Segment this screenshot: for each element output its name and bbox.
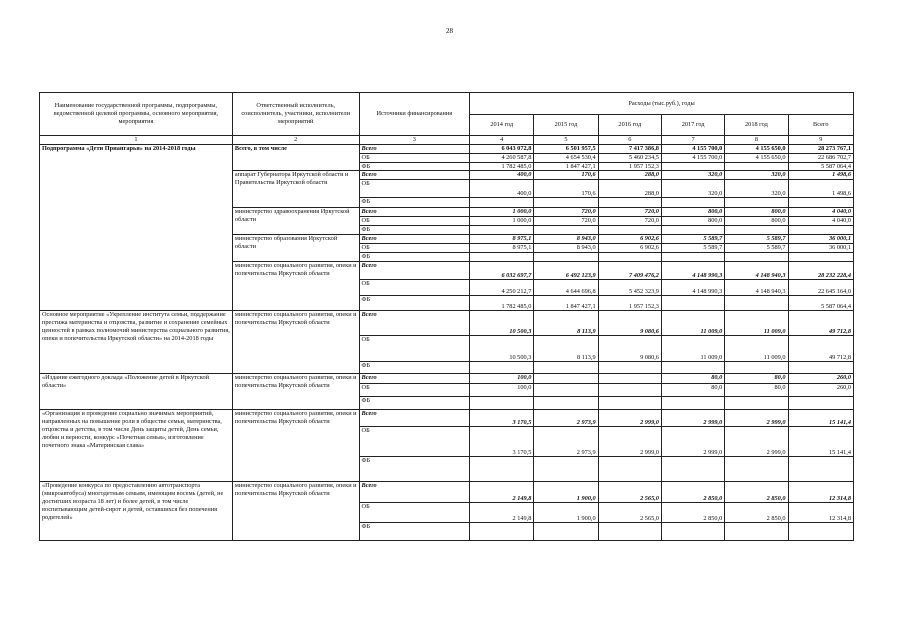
table-row: [40, 144, 854, 153]
amount-cell: 5 587 064,4: [788, 296, 853, 311]
column-number: 2: [232, 136, 359, 145]
program-name: «Издание ежегодного доклада «Положение детей в Иркутской области»: [40, 374, 233, 410]
amount-cell: 28 232 228,4: [788, 262, 853, 280]
amount-cell: [788, 226, 853, 235]
amount-cell: 6 043 072,8: [470, 144, 534, 153]
amount-cell: [470, 523, 534, 541]
amount-cell: 11 009,0: [725, 336, 788, 362]
amount-cell: 2 565,0: [598, 503, 661, 523]
amount-cell: [788, 198, 853, 208]
amount-cell: [598, 384, 661, 397]
amount-cell: 5 589,7: [725, 235, 788, 244]
funding-source: Всего: [359, 144, 470, 153]
amount-cell: [534, 384, 598, 397]
amount-cell: [725, 296, 788, 311]
amount-cell: 320,0: [725, 171, 788, 180]
amount-cell: 2 999,0: [661, 427, 724, 457]
amount-cell: [661, 397, 724, 410]
amount-cell: [725, 198, 788, 208]
funding-source: ФБ: [359, 397, 470, 410]
header-program: Наименование государственной программы, подпрограммы, ведомственной целевой программы, основного мероприятия, мероприятия: [40, 93, 233, 136]
amount-cell: 288,0: [598, 171, 661, 180]
amount-cell: 36 000,1: [788, 244, 853, 253]
amount-cell: 49 712,8: [788, 311, 853, 336]
amount-cell: 4 155 700,0: [661, 153, 724, 162]
amount-cell: [534, 253, 598, 262]
amount-cell: 2 999,0: [598, 410, 661, 427]
funding-source: ОБ: [359, 503, 470, 523]
funding-source: ФБ: [359, 523, 470, 541]
column-number: 8: [725, 136, 788, 145]
funding-source: ОБ: [359, 427, 470, 457]
amount-cell: 2 565,0: [598, 482, 661, 503]
amount-cell: [788, 253, 853, 262]
column-number: 3: [359, 136, 470, 145]
amount-cell: [661, 162, 724, 171]
table-row: [40, 311, 854, 336]
funding-source: ФБ: [359, 253, 470, 262]
amount-cell: [725, 397, 788, 410]
amount-cell: 1 000,0: [470, 217, 534, 226]
amount-cell: 11 009,0: [725, 311, 788, 336]
amount-cell: 2 973,9: [534, 410, 598, 427]
amount-cell: 320,0: [725, 180, 788, 198]
amount-cell: 4 148 940,3: [725, 280, 788, 296]
column-number: 7: [661, 136, 724, 145]
amount-cell: 1 000,0: [470, 208, 534, 217]
header-year: 2016 год: [598, 115, 661, 136]
header-year: 2014 год: [470, 115, 534, 136]
amount-cell: 1 847 427,1: [534, 162, 598, 171]
amount-cell: 1 847 427,1: [534, 296, 598, 311]
amount-cell: 2 149,8: [470, 503, 534, 523]
amount-cell: 10 500,3: [470, 336, 534, 362]
amount-cell: 2 850,0: [725, 482, 788, 503]
amount-cell: 11 009,0: [661, 311, 724, 336]
amount-cell: 2 149,8: [470, 482, 534, 503]
page-number: 28: [446, 27, 453, 35]
amount-cell: 1 782 485,0: [470, 296, 534, 311]
amount-cell: [470, 226, 534, 235]
amount-cell: 4 148 940,3: [725, 262, 788, 280]
amount-cell: 2 999,0: [598, 427, 661, 457]
amount-cell: 6 902,6: [598, 235, 661, 244]
amount-cell: [598, 374, 661, 384]
amount-cell: 800,0: [661, 208, 724, 217]
amount-cell: 6 492 123,9: [534, 262, 598, 280]
funding-source: ФБ: [359, 296, 470, 311]
amount-cell: 22 686 702,7: [788, 153, 853, 162]
column-number: 4: [470, 136, 534, 145]
amount-cell: [598, 397, 661, 410]
amount-cell: [725, 362, 788, 374]
amount-cell: 15 141,4: [788, 410, 853, 427]
amount-cell: 720,0: [534, 217, 598, 226]
amount-cell: 36 000,1: [788, 235, 853, 244]
funding-source: ФБ: [359, 362, 470, 374]
amount-cell: 1 498,6: [788, 180, 853, 198]
amount-cell: 4 260 587,8: [470, 153, 534, 162]
amount-cell: 1 900,0: [534, 503, 598, 523]
funding-source: Всего: [359, 410, 470, 427]
amount-cell: [534, 362, 598, 374]
amount-cell: [598, 198, 661, 208]
amount-cell: 6 902,6: [598, 244, 661, 253]
amount-cell: 6 032 697,7: [470, 262, 534, 280]
amount-cell: 10 500,3: [470, 311, 534, 336]
amount-cell: [725, 523, 788, 541]
amount-cell: 80,0: [661, 384, 724, 397]
funding-source: ОБ: [359, 153, 470, 162]
amount-cell: 12 314,8: [788, 503, 853, 523]
program-name: «Организация и проведение социально значимых мероприятий, направленных на повышение роли в обществе семьи, материнства, отцовства и детства, в том числе День защиты детей, День семьи, любви и верности, конкурс «Почетная семья», изготовление почетного знака «Материнская слава»: [40, 410, 233, 482]
amount-cell: 4 148 990,3: [661, 280, 724, 296]
amount-cell: [470, 253, 534, 262]
program-name: Подпрограмма «Дети Приангарья» на 2014-2018 годы: [40, 144, 233, 311]
amount-cell: 2 999,0: [725, 427, 788, 457]
header-year: 2015 год: [534, 115, 598, 136]
amount-cell: [788, 362, 853, 374]
executor-name: министерство социального развития, опеки и попечительства Иркутской области: [232, 374, 359, 410]
amount-cell: [598, 253, 661, 262]
amount-cell: [788, 523, 853, 541]
amount-cell: [598, 457, 661, 482]
amount-cell: [725, 253, 788, 262]
funding-source: Всего: [359, 262, 470, 280]
amount-cell: 9 080,6: [598, 336, 661, 362]
amount-cell: 2 999,0: [725, 410, 788, 427]
amount-cell: [661, 226, 724, 235]
amount-cell: [661, 523, 724, 541]
header-total: Всего: [788, 115, 853, 136]
amount-cell: 9 080,6: [598, 311, 661, 336]
amount-cell: 2 973,9: [534, 427, 598, 457]
amount-cell: 6 501 957,5: [534, 144, 598, 153]
amount-cell: 15 141,4: [788, 427, 853, 457]
amount-cell: 720,0: [598, 217, 661, 226]
amount-cell: 8 975,1: [470, 244, 534, 253]
column-number: 9: [788, 136, 853, 145]
amount-cell: [598, 362, 661, 374]
amount-cell: [534, 198, 598, 208]
amount-cell: 1 498,6: [788, 171, 853, 180]
amount-cell: [470, 362, 534, 374]
amount-cell: 4 040,0: [788, 217, 853, 226]
amount-cell: 720,0: [598, 208, 661, 217]
amount-cell: 5 589,7: [661, 244, 724, 253]
header-year: 2018 год: [725, 115, 788, 136]
amount-cell: 800,0: [661, 217, 724, 226]
funding-source: ФБ: [359, 457, 470, 482]
amount-cell: 1 782 485,0: [470, 162, 534, 171]
amount-cell: 80,0: [661, 374, 724, 384]
amount-cell: [661, 198, 724, 208]
amount-cell: 5 587 064,4: [788, 162, 853, 171]
funding-source: ОБ: [359, 280, 470, 296]
table-row: [40, 410, 854, 427]
amount-cell: [788, 397, 853, 410]
funding-source: ОБ: [359, 244, 470, 253]
amount-cell: [725, 457, 788, 482]
amount-cell: 320,0: [661, 180, 724, 198]
amount-cell: 8 113,9: [534, 336, 598, 362]
amount-cell: [534, 226, 598, 235]
column-number: 5: [534, 136, 598, 145]
amount-cell: 12 314,8: [788, 482, 853, 503]
executor-name: министерство социального развития, опеки и попечительства Иркутской области: [232, 410, 359, 482]
amount-cell: 288,0: [598, 180, 661, 198]
amount-cell: 5 589,7: [725, 244, 788, 253]
amount-cell: 400,0: [470, 171, 534, 180]
funding-source: ОБ: [359, 217, 470, 226]
amount-cell: [470, 457, 534, 482]
amount-cell: 8 943,0: [534, 235, 598, 244]
amount-cell: 11 009,0: [661, 336, 724, 362]
amount-cell: 2 999,0: [661, 410, 724, 427]
funding-source: Всего: [359, 374, 470, 384]
program-name: Основное мероприятие «Укрепление института семьи, поддержание престижа материнства и отцовства, развитие и сохранение семейных ценностей в рамках полномочий министерства социального развития, опеки и попечительства Иркутской области» на 2014-2018 годы: [40, 311, 233, 374]
funding-source: Всего: [359, 235, 470, 244]
amount-cell: 8 943,0: [534, 244, 598, 253]
amount-cell: [661, 253, 724, 262]
amount-cell: 8 975,1: [470, 235, 534, 244]
header-expenses: Расходы (тыс.руб.), годы: [470, 93, 854, 115]
amount-cell: 28 273 767,1: [788, 144, 853, 153]
amount-cell: 4 644 696,8: [534, 280, 598, 296]
amount-cell: 4 155 700,0: [661, 144, 724, 153]
amount-cell: 5 589,7: [661, 235, 724, 244]
funding-source: ОБ: [359, 336, 470, 362]
amount-cell: 2 850,0: [661, 503, 724, 523]
executor-name: министерство социального развития, опеки и попечительства Иркутской области: [232, 482, 359, 541]
amount-cell: [598, 226, 661, 235]
amount-cell: 7 417 386,8: [598, 144, 661, 153]
header-executor: Ответственный исполнитель, соисполнитель, участники, исполнители мероприятий: [232, 93, 359, 136]
amount-cell: 4 148 990,3: [661, 262, 724, 280]
program-name: «Проведение конкурса по предоставлению автотранспорта (микроавтобуса) многодетным семьям, имеющим восемь (детей, не достигших возраста 18 лет) и более детей, в том числе воспитывающим детей-сирот и детей, оставшихся без попечения родителей»: [40, 482, 233, 541]
amount-cell: [788, 457, 853, 482]
funding-source: ОБ: [359, 384, 470, 397]
funding-source: Всего: [359, 171, 470, 180]
amount-cell: 800,0: [725, 217, 788, 226]
amount-cell: 7 409 476,2: [598, 262, 661, 280]
executor-name: министерство социального развития, опеки и попечительства Иркутской области: [232, 311, 359, 374]
amount-cell: 5 460 234,5: [598, 153, 661, 162]
amount-cell: 4 155 650,0: [725, 153, 788, 162]
amount-cell: 5 452 323,9: [598, 280, 661, 296]
table-row: [40, 374, 854, 384]
funding-source: Всего: [359, 208, 470, 217]
amount-cell: 1 957 152,3: [598, 296, 661, 311]
amount-cell: 8 113,9: [534, 311, 598, 336]
funding-source: ОБ: [359, 180, 470, 198]
executor-name: министерство здравоохранения Иркутской области: [232, 208, 359, 235]
amount-cell: [534, 457, 598, 482]
amount-cell: [598, 523, 661, 541]
amount-cell: 3 170,5: [470, 427, 534, 457]
amount-cell: 260,0: [788, 374, 853, 384]
funding-source: Всего: [359, 311, 470, 336]
amount-cell: 100,0: [470, 384, 534, 397]
amount-cell: [534, 397, 598, 410]
funding-source: ФБ: [359, 198, 470, 208]
amount-cell: 4 250 212,7: [470, 280, 534, 296]
funding-source: ФБ: [359, 226, 470, 235]
amount-cell: [534, 374, 598, 384]
amount-cell: 3 170,5: [470, 410, 534, 427]
amount-cell: 4 155 650,0: [725, 144, 788, 153]
amount-cell: [470, 397, 534, 410]
amount-cell: [470, 198, 534, 208]
budget-table: [39, 92, 854, 541]
amount-cell: 1 900,0: [534, 482, 598, 503]
amount-cell: 260,0: [788, 384, 853, 397]
amount-cell: 1 957 152,3: [598, 162, 661, 171]
amount-cell: 80,0: [725, 374, 788, 384]
amount-cell: [661, 457, 724, 482]
amount-cell: 4 654 530,4: [534, 153, 598, 162]
amount-cell: 80,0: [725, 384, 788, 397]
funding-source: ФБ: [359, 162, 470, 171]
funding-source: Всего: [359, 482, 470, 503]
amount-cell: 800,0: [725, 208, 788, 217]
executor-name: аппарат Губернатора Иркутской области и Правительства Иркутской области: [232, 171, 359, 208]
executor-name: министерство образования Иркутской области: [232, 235, 359, 262]
column-number: 6: [598, 136, 661, 145]
amount-cell: 4 040,0: [788, 208, 853, 217]
amount-cell: 400,0: [470, 180, 534, 198]
amount-cell: 320,0: [661, 171, 724, 180]
executor-name: министерство социального развития, опеки и попечительства Иркутской области: [232, 262, 359, 311]
table-row: [40, 482, 854, 503]
amount-cell: 170,6: [534, 180, 598, 198]
executor-name: Всего, в том числе: [232, 144, 359, 171]
amount-cell: 2 850,0: [725, 503, 788, 523]
amount-cell: [725, 162, 788, 171]
amount-cell: 2 850,0: [661, 482, 724, 503]
amount-cell: [534, 523, 598, 541]
header-source: Источники финансирования: [359, 93, 470, 136]
amount-cell: [661, 296, 724, 311]
amount-cell: 22 645 164,0: [788, 280, 853, 296]
amount-cell: 170,6: [534, 171, 598, 180]
table-body: [40, 144, 854, 541]
amount-cell: [725, 226, 788, 235]
column-number: 1: [40, 136, 233, 145]
amount-cell: 720,0: [534, 208, 598, 217]
header-year: 2017 год: [661, 115, 724, 136]
amount-cell: 100,0: [470, 374, 534, 384]
amount-cell: [661, 362, 724, 374]
amount-cell: 49 712,8: [788, 336, 853, 362]
